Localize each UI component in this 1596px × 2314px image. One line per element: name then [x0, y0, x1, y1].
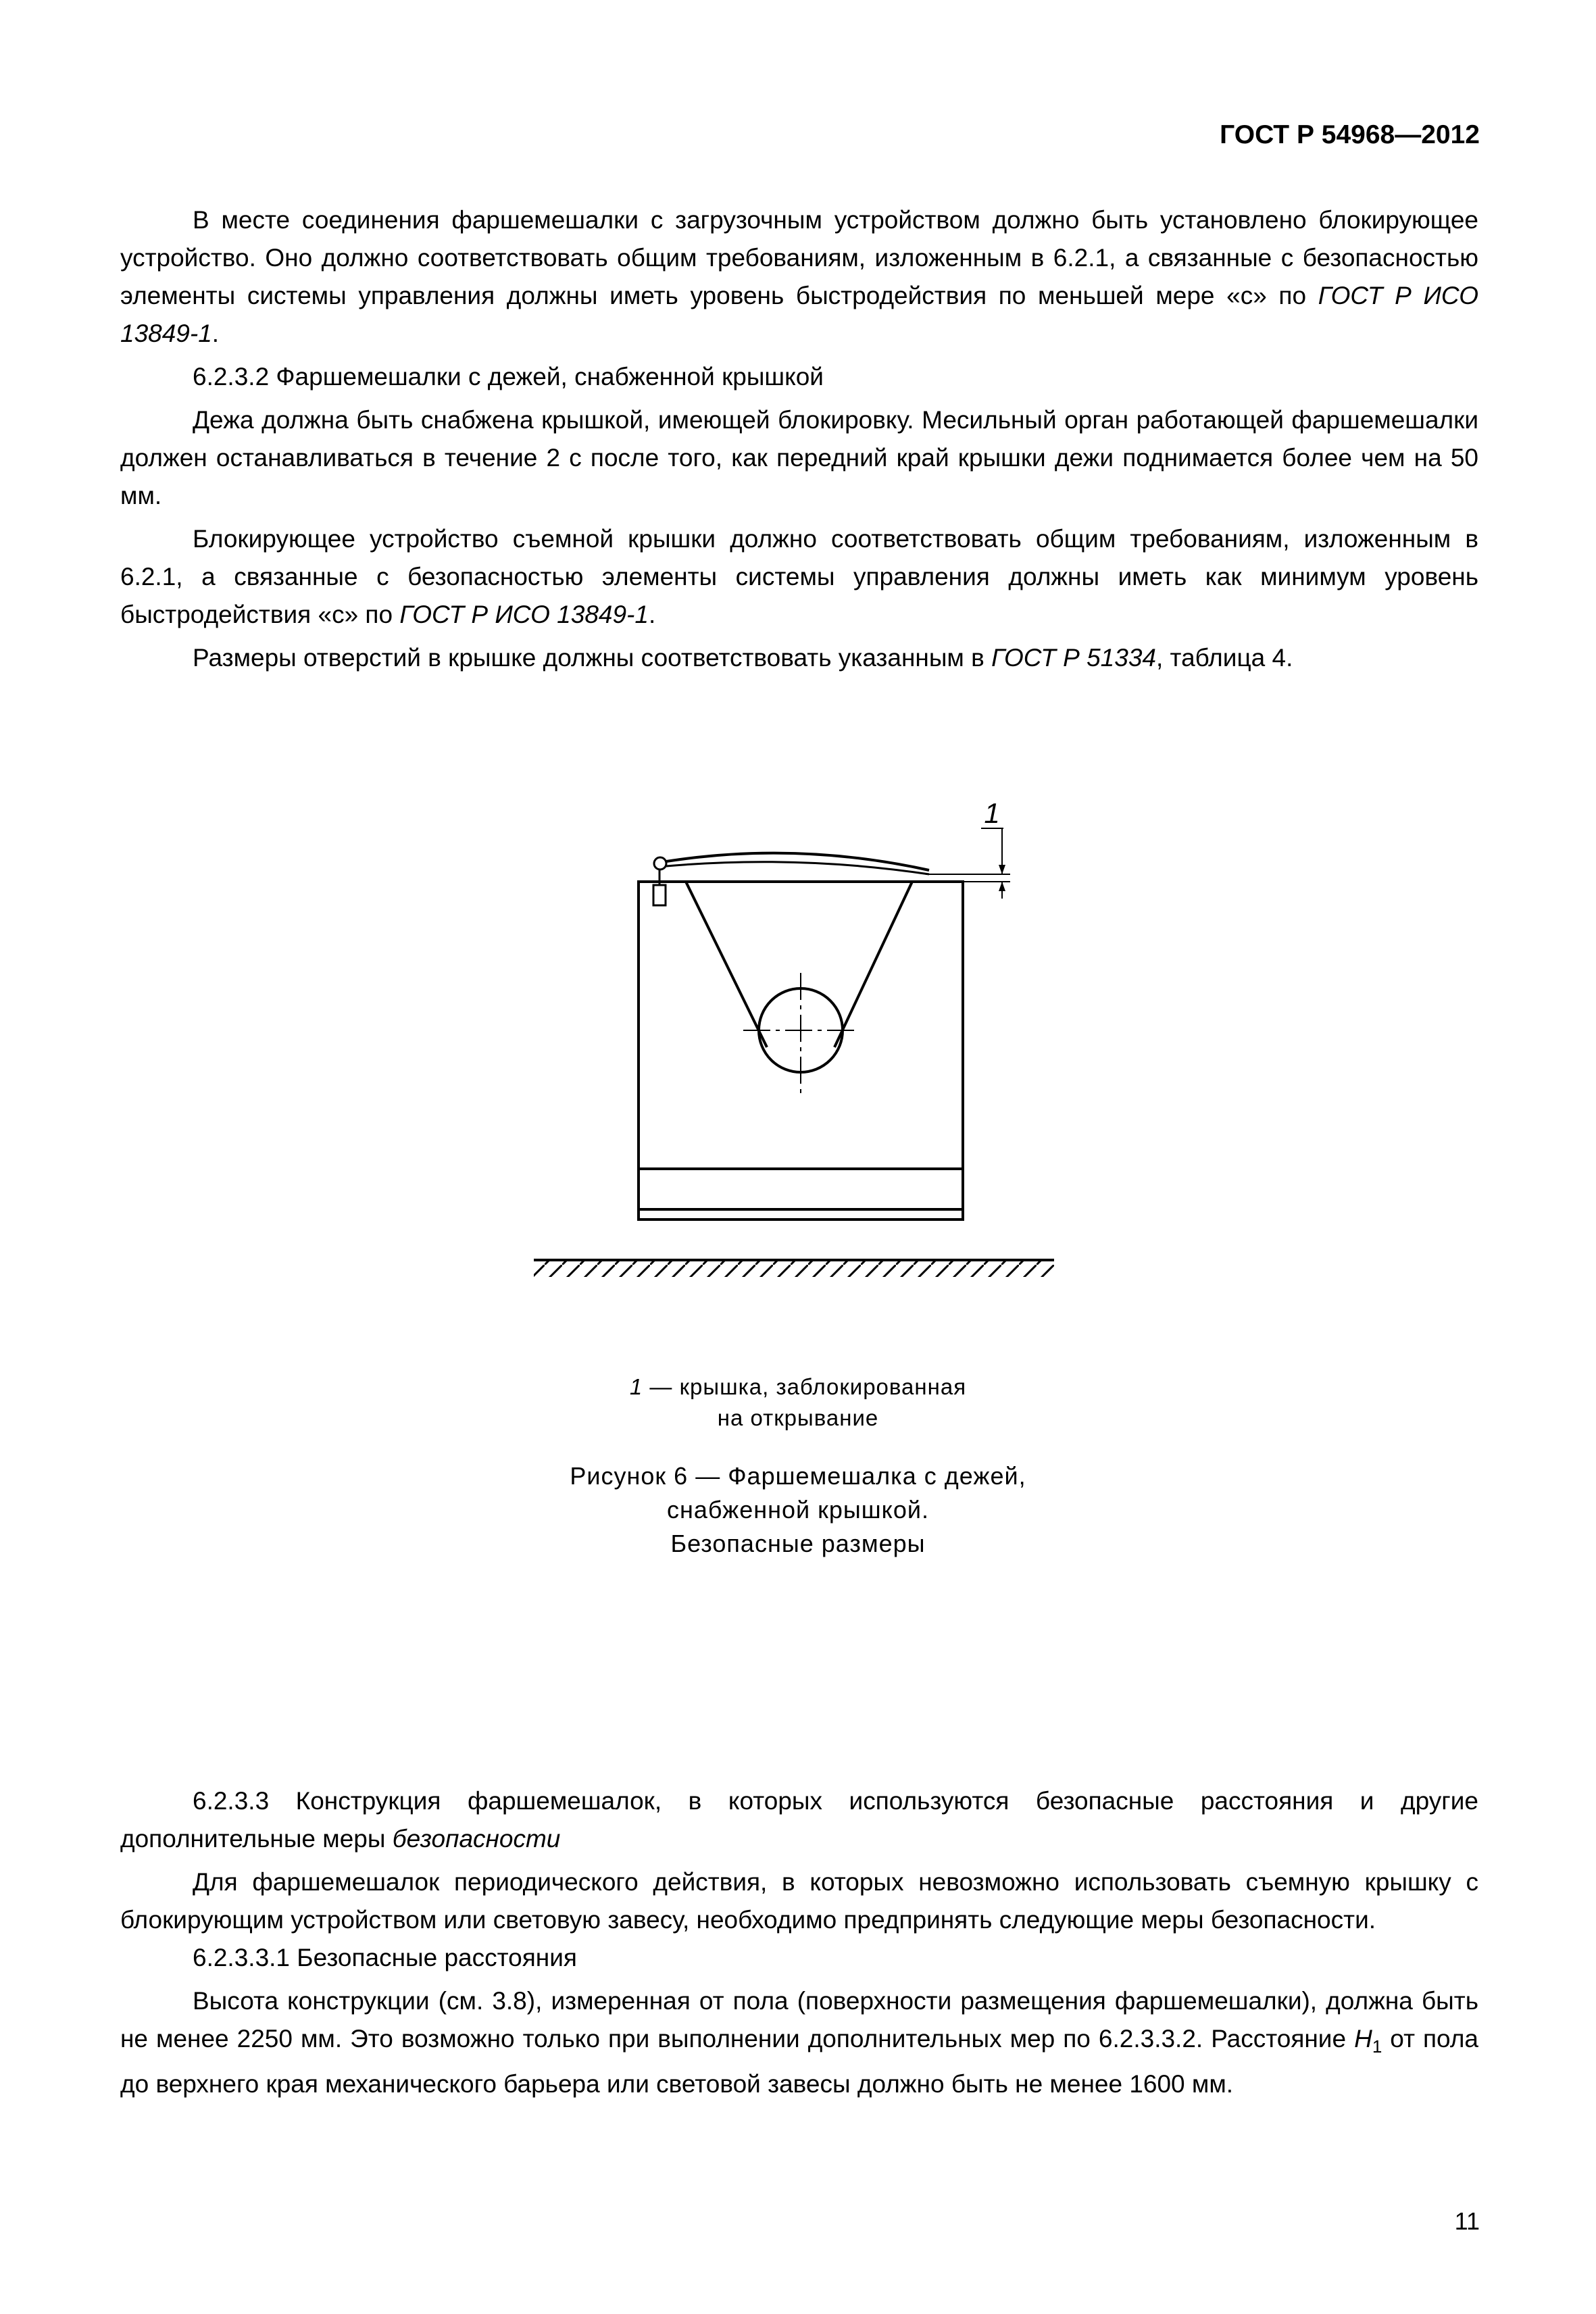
paragraph-blocking-device — [120, 201, 1478, 353]
section-heading-6-2-3-2: 6.2.3.2 Фаршемешалки с дежей, снабженной крышкой — [193, 363, 824, 391]
paragraph-text: Высота конструкции (см. 3.8), измеренная от пола (поверхности размещения фаршемешалки), должна быть не менее 2250 мм. Это возможно только при выполнении дополнительных мер по 6.2.3.3.2. Расстояние — [120, 1987, 1478, 2053]
paragraph-text: 6.2.3.3 Конструкция фаршемешалок, в которых используются безопасные расстояния и другие дополнительные меры — [120, 1787, 1478, 1853]
standard-reference: ГОСТ Р 51334 — [991, 644, 1156, 672]
legend-text-line2: на открывание — [717, 1405, 879, 1430]
lid-lock — [653, 885, 666, 905]
figure-legend — [0, 1372, 1596, 1434]
paragraph-construction-height — [120, 1982, 1478, 2103]
trough-right-wall — [834, 882, 912, 1047]
lid-hinge — [654, 857, 666, 870]
paragraph-removable-lid — [120, 520, 1478, 634]
standard-reference: ГОСТ Р ИСО 13849-1 — [399, 601, 649, 628]
legend-number: 1 — [629, 1374, 643, 1399]
mixer-drawing — [527, 790, 1061, 1277]
figure-title-line: Рисунок 6 — Фаршемешалка с дежей, — [570, 1462, 1026, 1490]
paragraph-tail: , таблица 4. — [1155, 644, 1293, 672]
section-heading-6-2-3-3-1: 6.2.3.3.1 Безопасные расстояния — [193, 1944, 577, 1971]
paragraph-text: Размеры отверстий в крышке должны соответствовать указанным в — [193, 644, 992, 672]
paragraph-lid-requirements: Дежа должна быть снабжена крышкой, имеющей блокировку. Месильный орган работающей фаршемешалки должен останавливаться в течение 2 с после того, как передний край крышки дежи поднимается более чем на 50 мм. — [120, 406, 1478, 509]
paragraph-text: В месте соединения фаршемешалки с загрузочным устройством должно быть установлено блокирующее устройство. Оно должно соответствовать общим требованиям, изложенным в 6.2.1, а связанные с безопасностью элементы системы управления должны иметь уровень быстродействия по меньшей мере «с» по — [120, 206, 1478, 309]
figure-title-line: Безопасные размеры — [670, 1530, 926, 1557]
paragraph-tail: от пола до верхнего края механического барьера или световой завесы должно быть не менее 1600 мм. — [120, 2025, 1478, 2098]
top-text-block — [120, 201, 1478, 682]
bottom-text-block — [120, 1782, 1478, 2109]
callout-label: 1 — [984, 797, 1000, 829]
paragraph-text: Блокирующее устройство съемной крышки должно соответствовать общим требованиям, изложенным в 6.2.1, а связанные с безопасностью элементы системы управления должны иметь как минимум уровень быстродействия «с» по — [120, 525, 1478, 628]
italic-word: безопасности — [392, 1825, 561, 1853]
paragraph-tail: . — [648, 601, 656, 628]
standard-reference: ГОСТ Р ИСО 13849-1 — [120, 282, 1478, 347]
floor-hatching — [534, 1261, 1054, 1277]
legend-text: — крышка, заблокированная — [643, 1374, 967, 1399]
variable-subscript: 1 — [1372, 2036, 1382, 2057]
dimension-arrow-up — [999, 882, 1005, 891]
paragraph-tail: . — [211, 320, 220, 347]
paragraph-opening-sizes — [120, 639, 1478, 677]
figure-title — [0, 1459, 1596, 1561]
variable-h: H — [1354, 2025, 1372, 2053]
document-header: ГОСТ Р 54968—2012 — [1220, 120, 1480, 149]
figure-title-line: снабженной крышкой. — [667, 1496, 929, 1524]
page-number: 11 — [1454, 2207, 1480, 2235]
paragraph-batch-mixers: Для фаршемешалок периодического действия, в которых невозможно использовать съемную крышку с блокирующим устройством или световую завесу, необходимо предпринять следующие меры безопасности. — [120, 1868, 1478, 1934]
trough-left-wall — [686, 882, 767, 1047]
section-heading-6-2-3-3 — [120, 1782, 1478, 1858]
dimension-arrow-down — [999, 865, 1005, 874]
